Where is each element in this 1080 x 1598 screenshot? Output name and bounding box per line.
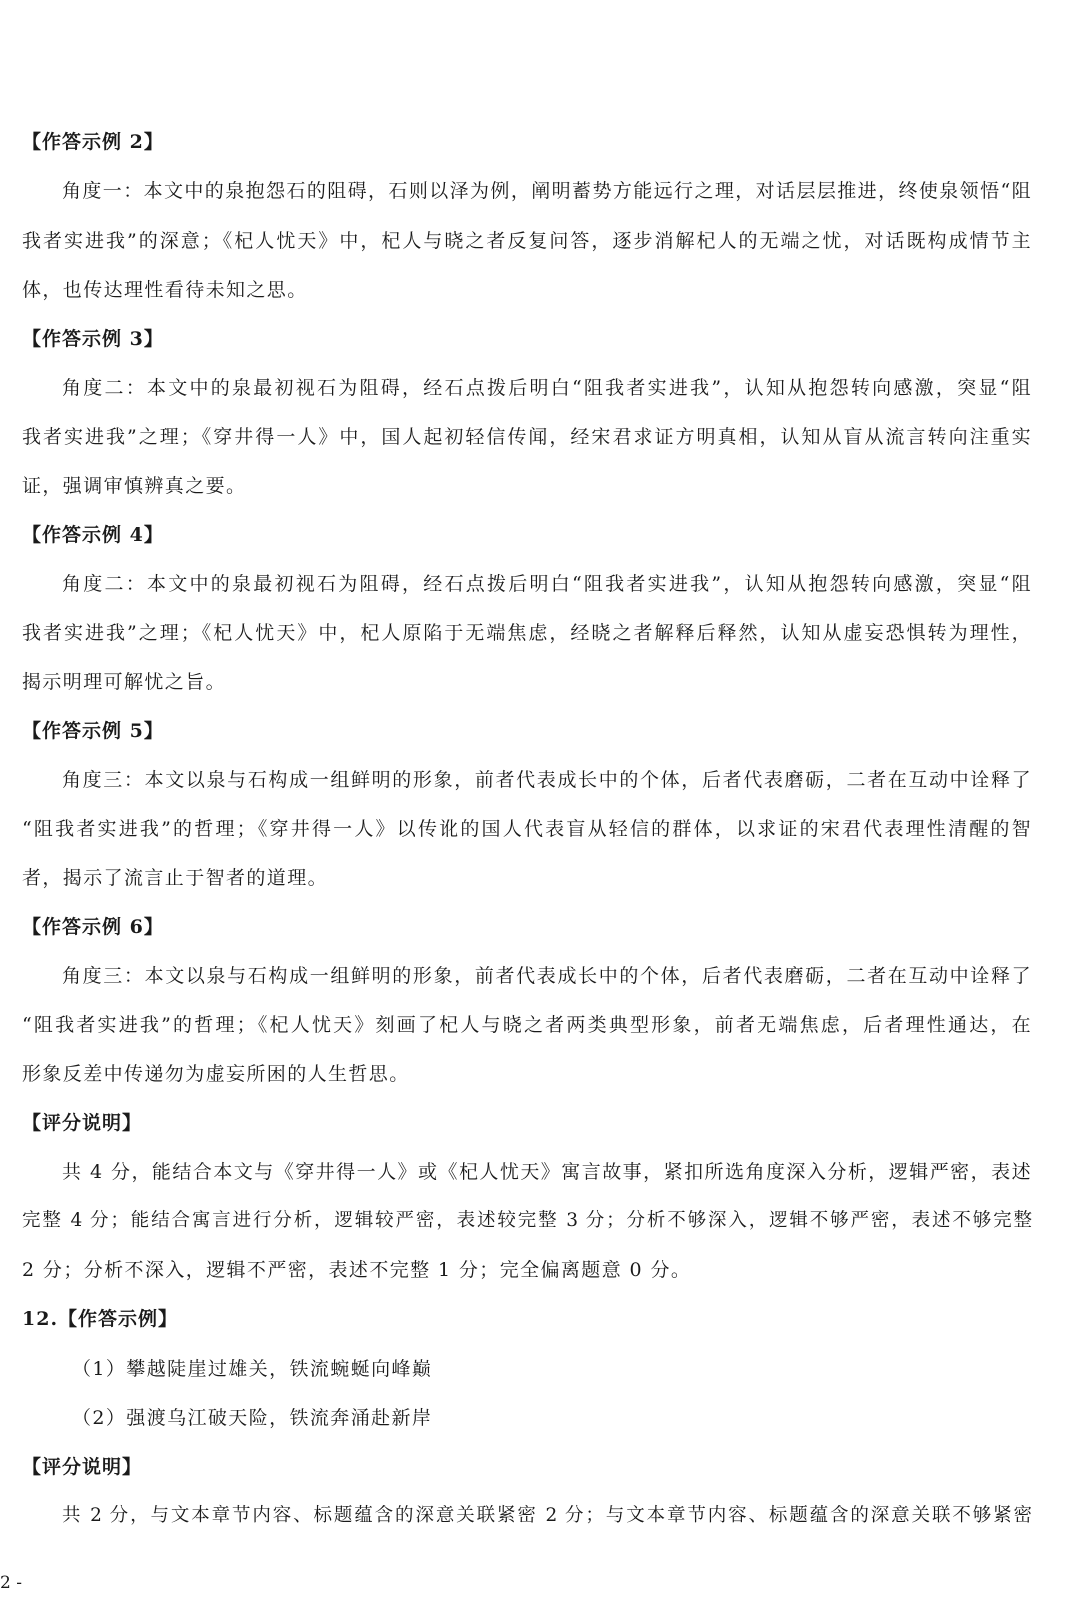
paragraph-line: 角度二：本文中的泉最初视石为阻碍，经石点拨后明白“阻我者实进我”，认知从抱怨转向感激，突显“阻 xyxy=(62,573,1032,595)
heading-scoring: 【评分说明】 xyxy=(22,1112,143,1134)
paragraph-line: 共 2 分，与文本章节内容、标题蕴含的深意关联紧密 2 分；与文本章节内容、标题蕴含的深意关联不够紧密 xyxy=(62,1505,1032,1526)
heading-scoring: 【评分说明】 xyxy=(22,1456,143,1478)
answer-line: （1）攀越陡崖过雄关，铁流蜿蜒向峰巅 xyxy=(72,1358,433,1380)
paragraph-line: 证，强调审慎辨真之要。 xyxy=(22,475,247,497)
heading-example-5: 【作答示例 5】 xyxy=(22,720,164,742)
paragraph-line: 揭示明理可解忧之旨。 xyxy=(22,671,227,693)
paragraph-line: “阻我者实进我”的哲理；《杞人忧天》刻画了杞人与晓之者两类典型形象，前者无端焦虑，后者理性通达，在 xyxy=(22,1014,1032,1036)
paragraph-line: 者，揭示了流言止于智者的道理。 xyxy=(22,867,329,889)
question-12-heading: 12.【作答示例】 xyxy=(22,1308,179,1330)
heading-example-6: 【作答示例 6】 xyxy=(22,916,164,938)
paragraph-line: 我者实进我”之理；《杞人忧天》中，杞人原陷于无端焦虑，经晓之者解释后释然，认知从虚妄恐惧转为理性， xyxy=(22,622,1032,644)
page-number: 2 - xyxy=(0,1573,22,1593)
paragraph-line: 我者实进我”的深意；《杞人忧天》中，杞人与晓之者反复问答，逐步消解杞人的无端之忧，对话既构成情节主 xyxy=(22,230,1032,252)
paragraph-line: “阻我者实进我”的哲理；《穿井得一人》以传讹的国人代表盲从轻信的群体，以求证的宋君代表理性清醒的智 xyxy=(22,818,1032,840)
paragraph-line: 我者实进我”之理；《穿井得一人》中，国人起初轻信传闻，经宋君求证方明真相，认知从盲从流言转向注重实 xyxy=(22,426,1032,448)
heading-example-3: 【作答示例 3】 xyxy=(22,328,164,350)
paragraph-line: 角度三：本文以泉与石构成一组鲜明的形象，前者代表成长中的个体，后者代表磨砺，二者在互动中诠释了 xyxy=(62,965,1032,987)
paragraph-line: 角度一：本文中的泉抱怨石的阻碍，石则以泽为例，阐明蓄势方能远行之理，对话层层推进，终使泉领悟“阻 xyxy=(62,180,1032,202)
heading-example-2: 【作答示例 2】 xyxy=(22,131,164,153)
answer-line: （2）强渡乌江破天险，铁流奔涌赴新岸 xyxy=(72,1407,433,1429)
paragraph-line: 体，也传达理性看待未知之思。 xyxy=(22,279,308,301)
heading-example-4: 【作答示例 4】 xyxy=(22,524,164,546)
paragraph-line: 完整 4 分；能结合寓言进行分析，逻辑较严密，表述较完整 3 分；分析不够深入，逻辑不够严密，表述不够完整 xyxy=(22,1210,1032,1231)
paragraph-line: 角度三：本文以泉与石构成一组鲜明的形象，前者代表成长中的个体，后者代表磨砺，二者在互动中诠释了 xyxy=(62,769,1032,791)
paragraph-line: 共 4 分，能结合本文与《穿井得一人》或《杞人忧天》寓言故事，紧扣所选角度深入分析，逻辑严密，表述 xyxy=(62,1161,1032,1183)
paragraph-line: 角度二：本文中的泉最初视石为阻碍，经石点拨后明白“阻我者实进我”，认知从抱怨转向感激，突显“阻 xyxy=(62,377,1032,399)
paragraph-line: 2 分；分析不深入，逻辑不严密，表述不完整 1 分；完全偏离题意 0 分。 xyxy=(22,1259,692,1281)
paragraph-line: 形象反差中传递勿为虚妄所困的人生哲思。 xyxy=(22,1063,410,1085)
